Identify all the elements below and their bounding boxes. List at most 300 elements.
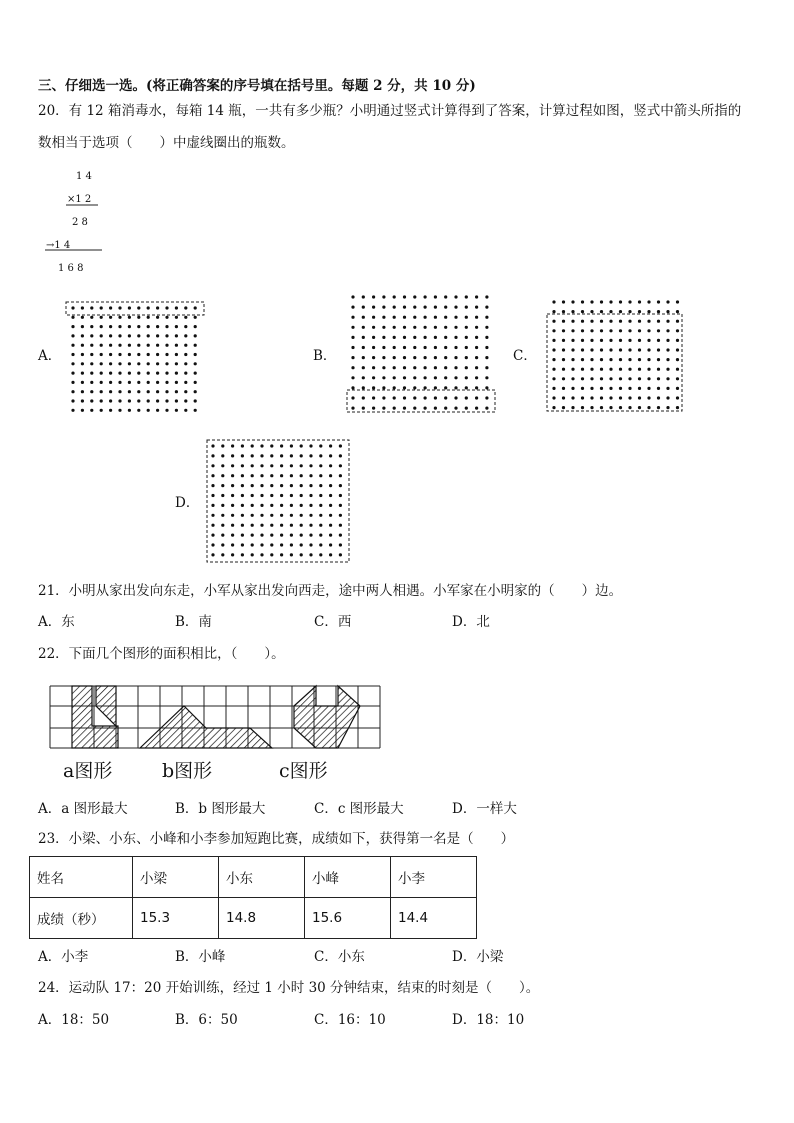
bottle-dot	[676, 339, 679, 342]
bottle-dot	[619, 310, 622, 313]
bottle-dot	[280, 534, 283, 537]
bottle-dot	[156, 409, 159, 412]
bottle-dot	[118, 409, 121, 412]
bottle-dot	[362, 336, 365, 339]
shape-a-top	[96, 686, 116, 726]
bottle-dot	[657, 348, 660, 351]
bottle-dot	[309, 524, 312, 527]
bottle-dot	[351, 316, 354, 319]
bottle-dot	[571, 320, 574, 323]
bottle-dot	[628, 368, 631, 371]
bottle-dot	[251, 474, 254, 477]
bottle-dot	[424, 306, 427, 309]
bottle-dot	[339, 534, 342, 537]
q21-option-c[interactable]: C．西	[314, 614, 352, 630]
bottle-dot	[339, 474, 342, 477]
bottle-dot	[260, 534, 263, 537]
bottle-dot	[485, 336, 488, 339]
bottle-dot	[329, 494, 332, 497]
bottle-dot	[590, 310, 593, 313]
bottle-dot	[362, 326, 365, 329]
bottle-dot	[71, 334, 74, 337]
bottle-dot	[147, 399, 150, 402]
bottle-dot	[382, 306, 385, 309]
bottle-dot	[329, 444, 332, 447]
bottle-dot	[657, 329, 660, 332]
bottle-dot	[351, 386, 354, 389]
bottle-dot	[372, 346, 375, 349]
bottle-dot	[231, 504, 234, 507]
bottle-dot	[251, 494, 254, 497]
bottle-dot	[300, 543, 303, 546]
q21-option-a[interactable]: A．东	[38, 614, 75, 630]
bottle-dot	[290, 504, 293, 507]
bottle-dot	[485, 366, 488, 369]
bottle-dot	[118, 399, 121, 402]
bottle-dot	[221, 534, 224, 537]
bottle-dot	[231, 474, 234, 477]
bottle-dot	[270, 504, 273, 507]
bottle-dot	[413, 376, 416, 379]
bottle-dot	[175, 325, 178, 328]
shape-c-label: c图形	[279, 760, 328, 782]
bottle-dot	[485, 306, 488, 309]
bottle-dot	[290, 474, 293, 477]
q21-option-d[interactable]: D．北	[452, 614, 490, 630]
bottle-dot	[609, 358, 612, 361]
bottle-dot	[319, 543, 322, 546]
bottle-dot	[485, 316, 488, 319]
bottle-dot	[628, 339, 631, 342]
bottle-dot	[241, 494, 244, 497]
bottle-dot	[424, 396, 427, 399]
q24-option-c[interactable]: C．16：10	[314, 1012, 386, 1028]
bottle-dot	[231, 454, 234, 457]
bottle-dot	[251, 464, 254, 467]
bottle-dot	[590, 377, 593, 380]
bottle-dot	[319, 464, 322, 467]
bottle-dot	[211, 464, 214, 467]
calc-row-2: ×1 2	[67, 194, 92, 205]
bottle-dot	[339, 464, 342, 467]
bottle-dot	[351, 346, 354, 349]
q24-option-b[interactable]: B．6：50	[175, 1012, 238, 1028]
bottle-dot	[118, 306, 121, 309]
bottle-dot	[270, 494, 273, 497]
bottle-dot	[600, 329, 603, 332]
bottle-dot	[109, 334, 112, 337]
bottle-dot	[156, 353, 159, 356]
bottle-dot	[280, 514, 283, 517]
bottle-dot	[666, 300, 669, 303]
bottle-dot	[270, 474, 273, 477]
bottle-dot	[590, 339, 593, 342]
bottle-dot	[552, 310, 555, 313]
bottle-dot	[90, 390, 93, 393]
bottle-dot	[156, 399, 159, 402]
bottle-dot	[403, 356, 406, 359]
bottle-dot	[351, 326, 354, 329]
bottle-dot	[128, 409, 131, 412]
bottle-dot	[329, 543, 332, 546]
bottle-dot	[251, 543, 254, 546]
bottle-dot	[600, 396, 603, 399]
bottle-dot	[485, 295, 488, 298]
bottle-dot	[590, 387, 593, 390]
bottle-dot	[434, 376, 437, 379]
bottle-dot	[581, 396, 584, 399]
q22-option-a[interactable]: A．a 图形最大	[38, 801, 128, 817]
bottle-dot	[109, 362, 112, 365]
bottle-dot	[118, 381, 121, 384]
bottle-dot	[581, 329, 584, 332]
bottle-dot	[175, 306, 178, 309]
bottle-dot	[71, 372, 74, 375]
bottle-dot	[165, 409, 168, 412]
bottle-dot	[184, 344, 187, 347]
bottle-dot	[619, 358, 622, 361]
bottle-dot	[590, 406, 593, 409]
bottle-dot	[290, 534, 293, 537]
bottle-dot	[454, 316, 457, 319]
bottle-dot	[403, 316, 406, 319]
bottle-dot	[619, 406, 622, 409]
bottle-dot	[211, 484, 214, 487]
bottle-dot	[71, 325, 74, 328]
bottle-dot	[552, 396, 555, 399]
dashed-selection-box	[66, 302, 204, 315]
bottle-dot	[175, 353, 178, 356]
bottle-dot	[221, 464, 224, 467]
bottle-dot	[571, 339, 574, 342]
bottle-dot	[657, 339, 660, 342]
bottle-dot	[118, 390, 121, 393]
bottle-dot	[372, 326, 375, 329]
q20-question-line2: 数相当于选项（ ）中虚线圈出的瓶数。	[38, 135, 295, 151]
bottle-dot	[309, 454, 312, 457]
bottle-dot	[475, 295, 478, 298]
bottle-dot	[90, 381, 93, 384]
q21-option-b[interactable]: B．南	[175, 614, 212, 630]
bottle-dot	[90, 353, 93, 356]
bottle-dot	[628, 406, 631, 409]
bottle-dot	[485, 376, 488, 379]
bottle-dot	[581, 387, 584, 390]
bottle-dot	[100, 390, 103, 393]
bottle-dot	[465, 295, 468, 298]
bottle-dot	[270, 464, 273, 467]
bottle-dot	[100, 325, 103, 328]
bottle-dot	[676, 300, 679, 303]
bottle-dot	[260, 484, 263, 487]
q23-option-c[interactable]: C．小东	[314, 949, 365, 965]
bottle-dot	[454, 306, 457, 309]
bottle-dot	[300, 474, 303, 477]
bottle-dot	[211, 534, 214, 537]
bottle-dot	[300, 553, 303, 556]
bottle-dot	[184, 325, 187, 328]
bottle-dot	[638, 368, 641, 371]
bottle-dot	[329, 484, 332, 487]
table-cell: 14.4	[391, 898, 477, 939]
bottle-dot	[628, 329, 631, 332]
bottle-dot	[100, 353, 103, 356]
q23-option-a[interactable]: A．小李	[38, 949, 89, 965]
bottle-dot	[309, 543, 312, 546]
bottle-dot	[362, 386, 365, 389]
bottle-dot	[184, 390, 187, 393]
bottle-dot	[118, 325, 121, 328]
bottle-dot	[71, 390, 74, 393]
bottle-dot	[90, 399, 93, 402]
bottle-dot	[485, 326, 488, 329]
bottle-dot	[638, 339, 641, 342]
bottle-dot	[260, 504, 263, 507]
q22-option-b[interactable]: B．b 图形最大	[175, 801, 266, 817]
bottle-dot	[647, 320, 650, 323]
section-title: 三、仔细选一选。(将正确答案的序号填在括号里。每题 2 分，共 10 分)	[38, 78, 476, 94]
bottle-dot	[424, 407, 427, 410]
bottle-dot	[465, 346, 468, 349]
bottle-dot	[194, 390, 197, 393]
bottle-dot	[571, 396, 574, 399]
bottle-dot	[562, 368, 565, 371]
bottle-dot	[434, 295, 437, 298]
bottle-dot	[382, 326, 385, 329]
bottle-dot	[251, 484, 254, 487]
bottle-dot	[454, 407, 457, 410]
bottle-dot	[413, 386, 416, 389]
bottle-dot	[362, 346, 365, 349]
bottle-dot	[393, 346, 396, 349]
bottle-dot	[260, 524, 263, 527]
bottle-dot	[657, 406, 660, 409]
bottle-dot	[465, 336, 468, 339]
bottle-dot	[329, 514, 332, 517]
q23-option-d[interactable]: D．小梁	[452, 949, 504, 965]
bottle-dot	[465, 366, 468, 369]
bottle-dot	[581, 310, 584, 313]
bottle-dot	[393, 407, 396, 410]
bottle-dot	[609, 320, 612, 323]
bottle-dot	[109, 390, 112, 393]
bottle-dot	[300, 484, 303, 487]
bottle-dot	[571, 300, 574, 303]
bottle-dot	[71, 306, 74, 309]
bottle-dot	[552, 348, 555, 351]
bottle-dot	[362, 407, 365, 410]
bottle-dot	[393, 356, 396, 359]
bottle-dot	[413, 356, 416, 359]
dot-grid-option-a	[64, 300, 204, 415]
bottle-dot	[251, 553, 254, 556]
bottle-dot	[100, 334, 103, 337]
bottle-dot	[147, 325, 150, 328]
bottle-dot	[100, 381, 103, 384]
bottle-dot	[109, 325, 112, 328]
bottle-dot	[647, 358, 650, 361]
bottle-dot	[657, 310, 660, 313]
bottle-dot	[128, 362, 131, 365]
bottle-dot	[434, 396, 437, 399]
bottle-dot	[184, 353, 187, 356]
bottle-dot	[137, 334, 140, 337]
bottle-dot	[221, 553, 224, 556]
bottle-dot	[590, 329, 593, 332]
bottle-dot	[241, 524, 244, 527]
bottle-dot	[251, 514, 254, 517]
bottle-dot	[251, 524, 254, 527]
bottle-dot	[362, 306, 365, 309]
bottle-dot	[241, 454, 244, 457]
table-header-row	[30, 857, 477, 898]
bottle-dot	[260, 474, 263, 477]
q23-option-b[interactable]: B．小峰	[175, 949, 226, 965]
bottle-dot	[270, 454, 273, 457]
bottle-dot	[175, 372, 178, 375]
bottle-dot	[676, 358, 679, 361]
bottle-dot	[475, 346, 478, 349]
bottle-dot	[454, 356, 457, 359]
bottle-dot	[100, 306, 103, 309]
bottle-dot	[413, 366, 416, 369]
bottle-dot	[100, 316, 103, 319]
bottle-dot	[184, 334, 187, 337]
bottle-dot	[270, 534, 273, 537]
bottle-dot	[194, 306, 197, 309]
q20-option-a-label: A．	[38, 348, 62, 364]
bottle-dot	[319, 524, 322, 527]
bottle-dot	[676, 406, 679, 409]
bottle-dot	[329, 454, 332, 457]
bottle-dot	[403, 346, 406, 349]
dot-grid-option-c	[545, 297, 685, 413]
bottle-dot	[475, 396, 478, 399]
bottle-dot	[194, 334, 197, 337]
q23-question: 23．小梁、小东、小峰和小李参加短跑比赛，成绩如下，获得第一名是（ ）	[38, 831, 515, 847]
table-cell: 姓名	[30, 857, 133, 898]
bottle-dot	[270, 444, 273, 447]
bottle-dot	[241, 504, 244, 507]
bottle-dot	[339, 514, 342, 517]
bottle-dot	[609, 329, 612, 332]
bottle-dot	[280, 504, 283, 507]
q20-option-d-label: D．	[175, 495, 200, 511]
bottle-dot	[165, 306, 168, 309]
bottle-dot	[300, 464, 303, 467]
bottle-dot	[600, 368, 603, 371]
bottle-dot	[465, 396, 468, 399]
dot-grid-option-b	[345, 292, 497, 414]
bottle-dot	[571, 329, 574, 332]
calc-row-4: →1 4	[46, 240, 71, 251]
bottle-dot	[118, 372, 121, 375]
bottle-dot	[571, 348, 574, 351]
bottle-dot	[109, 306, 112, 309]
bottle-dot	[100, 344, 103, 347]
bottle-dot	[118, 334, 121, 337]
bottle-dot	[465, 356, 468, 359]
bottle-dot	[351, 396, 354, 399]
q24-option-d[interactable]: D．18：10	[452, 1012, 525, 1028]
bottle-dot	[309, 494, 312, 497]
bottle-dot	[137, 316, 140, 319]
bottle-dot	[382, 336, 385, 339]
bottle-dot	[231, 484, 234, 487]
bottle-dot	[413, 326, 416, 329]
bottle-dot	[638, 310, 641, 313]
bottle-dot	[329, 474, 332, 477]
bottle-dot	[156, 362, 159, 365]
bottle-dot	[156, 334, 159, 337]
bottle-dot	[221, 444, 224, 447]
bottle-dot	[393, 366, 396, 369]
bottle-dot	[260, 553, 263, 556]
bottle-dot	[590, 300, 593, 303]
q22-option-d[interactable]: D．一样大	[452, 801, 517, 817]
bottle-dot	[81, 399, 84, 402]
bottle-dot	[156, 372, 159, 375]
bottle-dot	[609, 368, 612, 371]
bottle-dot	[362, 396, 365, 399]
bottle-dot	[194, 362, 197, 365]
bottle-dot	[638, 377, 641, 380]
bottle-dot	[444, 376, 447, 379]
bottle-dot	[147, 353, 150, 356]
bottle-dot	[329, 534, 332, 537]
bottle-dot	[628, 396, 631, 399]
bottle-dot	[137, 353, 140, 356]
bottle-dot	[562, 339, 565, 342]
shape-c	[294, 686, 360, 748]
q20-option-c-label: C．	[513, 348, 537, 364]
bottle-dot	[290, 444, 293, 447]
bottle-dot	[628, 320, 631, 323]
bottle-dot	[194, 409, 197, 412]
bottle-dot	[211, 454, 214, 457]
q22-option-c[interactable]: C．c 图形最大	[314, 801, 404, 817]
bottle-dot	[211, 553, 214, 556]
bottle-dot	[319, 494, 322, 497]
bottle-dot	[562, 300, 565, 303]
bottle-dot	[552, 377, 555, 380]
bottle-dot	[647, 329, 650, 332]
bottle-dot	[280, 543, 283, 546]
bottle-dot	[231, 464, 234, 467]
bottle-dot	[424, 326, 427, 329]
table-cell: 14.8	[219, 898, 305, 939]
bottle-dot	[194, 372, 197, 375]
q24-option-a[interactable]: A．18：50	[38, 1012, 110, 1028]
bottle-dot	[666, 396, 669, 399]
bottle-dot	[434, 316, 437, 319]
bottle-dot	[109, 409, 112, 412]
bottle-dot	[444, 306, 447, 309]
bottle-dot	[339, 524, 342, 527]
bottle-dot	[194, 316, 197, 319]
bottle-dot	[184, 381, 187, 384]
bottle-dot	[362, 366, 365, 369]
bottle-dot	[71, 344, 74, 347]
bottle-dot	[118, 316, 121, 319]
bottle-dot	[128, 334, 131, 337]
bottle-dot	[666, 320, 669, 323]
bottle-dot	[241, 553, 244, 556]
bottle-dot	[319, 504, 322, 507]
bottle-dot	[81, 390, 84, 393]
bottle-dot	[300, 504, 303, 507]
bottle-dot	[165, 353, 168, 356]
